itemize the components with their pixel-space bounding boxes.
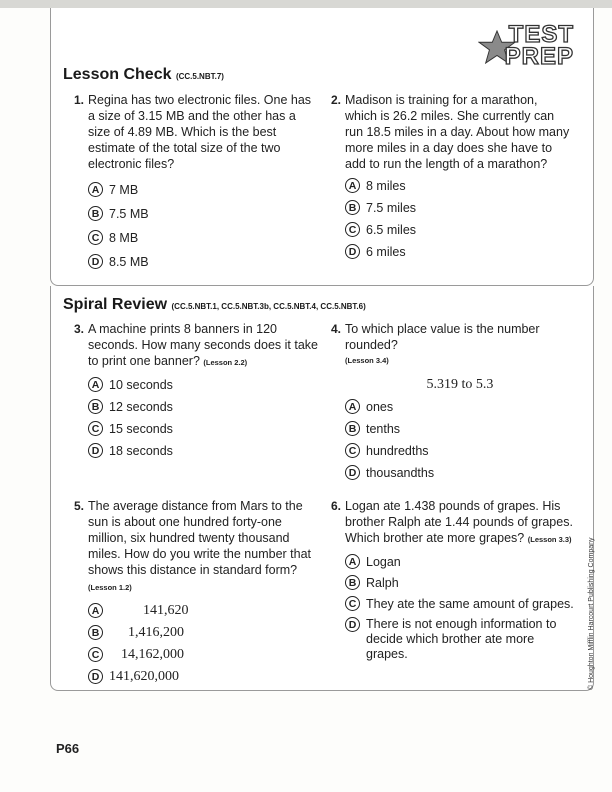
rounding-value: 5.319 to 5.3 [426,377,494,392]
lesson-reference: (Lesson 2.2) [203,358,248,367]
option-text: There is not enough information to decide which brother ate more grapes. [366,617,557,661]
option-letter: B [88,625,103,640]
publisher-credit: © Houghton Mifflin Harcourt Publishing Company [588,537,595,690]
question-text [88,498,320,596]
option-text: 18 seconds [109,444,173,458]
option-b[interactable] [88,206,316,222]
option-text: 8 miles [366,179,406,193]
option-letter: A [345,554,360,569]
question-body: The average distance from Mars to the sun is about one hundred forty-one million, six hundred twenty thousand miles. How do you write the number that shows this distance in standard form? [88,499,312,577]
question-body: A machine prints 8 banners in 120 seconds. How many seconds does it take to print one banner? [88,322,318,368]
option-d[interactable] [88,443,320,459]
option-a[interactable] [88,182,316,198]
option-letter: D [345,617,360,632]
option-text: 15 seconds [109,422,173,436]
spiral-review-heading [63,296,366,314]
option-a[interactable] [88,603,320,619]
option-letter: D [88,669,103,684]
option-text: 6 miles [366,245,406,259]
badge-line-1: TEST [508,21,574,48]
question-text [345,498,575,548]
option-text: 10 seconds [109,378,173,392]
option-letter: A [345,399,360,414]
option-letter: C [88,421,103,436]
lesson-reference: (Lesson 1.2) [88,583,132,592]
question-6 [331,498,575,667]
option-text: ones [366,400,394,414]
question-number: 5. [74,499,85,513]
question-number: 4. [331,322,342,336]
option-c[interactable] [345,443,575,459]
answer-options [88,377,320,459]
question-text [88,321,320,371]
option-letter: D [345,244,360,259]
option-text: They ate the same amount of grapes. [366,597,574,611]
lesson-check-title: Lesson Check [63,66,172,83]
question-number: 6. [331,499,342,513]
question-number: 3. [74,322,85,336]
option-d[interactable] [345,465,575,481]
option-d[interactable] [345,244,571,260]
option-text: 1,416,200 [128,625,184,640]
spiral-review-title: Spiral Review [63,296,168,313]
option-letter: A [345,178,360,193]
option-d[interactable] [88,669,320,685]
lesson-check-standard: (CC.5.NBT.7) [175,72,224,81]
page-number: P66 [56,741,80,756]
option-c[interactable] [345,222,571,238]
badge-line-2: PREP [504,43,574,70]
question-number: 1. [74,93,85,107]
badge-text [478,21,574,70]
option-letter: D [88,254,103,269]
question-number: 2. [331,93,342,107]
option-b[interactable] [88,399,320,415]
option-letter: B [88,206,103,221]
answer-options [88,182,316,270]
option-text: tenths [366,422,401,436]
option-text: thousandths [366,466,435,480]
option-a[interactable] [345,554,575,570]
answer-options [88,603,320,685]
spiral-review-standard: (CC.5.NBT.1, CC.5.NBT.3b, CC.5.NBT.4, CC.5.NBT.6) [171,302,366,311]
question-3 [74,321,320,465]
option-text: 14,162,000 [121,647,184,662]
option-text: 7.5 miles [366,201,417,215]
option-d[interactable] [88,254,316,270]
option-letter: D [345,465,360,480]
option-text: 141,620 [143,603,189,618]
question-text: Madison is training for a marathon, which is 26.2 miles. She currently can run 18.5 miles in a day. About how many more miles in a day does she have to add to run the length of a marathon? [345,93,570,171]
question-2 [331,92,571,266]
option-letter: C [345,222,360,237]
question-body: Logan ate 1.438 pounds of grapes. His brother Ralph ate 1.44 pounds of grapes. Which brother ate more grapes? [345,499,573,545]
option-a[interactable] [345,399,575,415]
option-letter: D [88,443,103,458]
option-text: 8 MB [109,231,139,245]
option-d[interactable] [345,617,575,662]
option-c[interactable] [88,421,320,437]
option-a[interactable] [88,377,320,393]
option-b[interactable] [345,421,575,437]
option-letter: A [88,377,103,392]
lesson-reference: (Lesson 3.3) [527,535,572,544]
lesson-reference: (Lesson 3.4) [345,356,389,365]
option-b[interactable] [345,200,571,216]
lesson-check-heading [63,66,224,84]
test-prep-badge [478,21,574,74]
option-text: 6.5 miles [366,223,417,237]
option-letter: C [345,443,360,458]
question-1 [74,92,316,278]
option-letter: C [345,596,360,611]
answer-options [345,178,571,260]
option-text: Logan [366,555,401,569]
option-letter: B [345,575,360,590]
option-text: 7.5 MB [109,207,149,221]
option-a[interactable] [345,178,571,194]
option-text: 7 MB [109,183,139,197]
answer-options [345,399,575,481]
question-text: To which place value is the number rounded? [345,322,540,352]
option-text: 141,620,000 [109,669,179,684]
option-c[interactable] [88,647,320,663]
top-strip [0,0,612,8]
question-5 [74,498,320,691]
option-letter: B [345,421,360,436]
option-letter: B [345,200,360,215]
question-text: Regina has two electronic files. One has a size of 3.15 MB and the other has a size of 4.89 MB. Which is the best estimate of the total size of the two electronic files? [88,93,312,171]
answer-options [345,554,575,662]
option-letter: C [88,230,103,245]
option-text: 12 seconds [109,400,173,414]
option-letter: C [88,647,103,662]
option-letter: B [88,399,103,414]
option-text: hundredths [366,444,429,458]
question-4 [331,321,575,487]
option-text: Ralph [366,576,399,590]
option-b[interactable] [345,575,575,591]
option-letter: A [88,603,103,618]
option-letter: A [88,182,103,197]
option-text: 8.5 MB [109,255,149,269]
option-c[interactable] [88,230,316,246]
option-c[interactable] [345,596,575,612]
option-b[interactable] [88,625,320,641]
